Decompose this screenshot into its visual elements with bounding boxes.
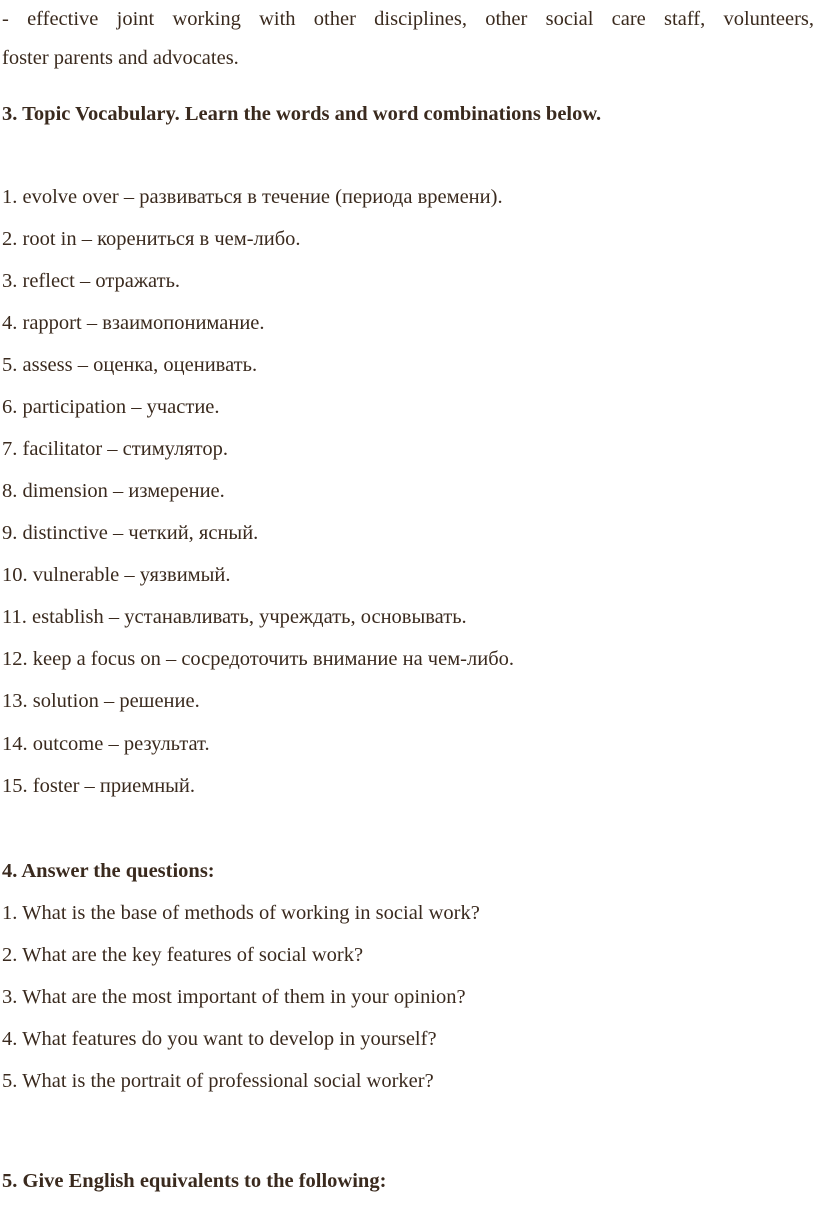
section-3-heading: 3. Topic Vocabulary. Learn the words and word combinations below. [2, 103, 602, 125]
vocabulary-item: 12. keep a focus on – сосредоточить внимание на чем-либо. [2, 648, 515, 670]
vocabulary-item: 10. vulnerable – уязвимый. [2, 564, 231, 586]
vocabulary-item: 1. evolve over – развиваться в течение (периода времени). [2, 186, 503, 208]
question-item: 1. What is the base of methods of working in social work? [2, 902, 480, 924]
vocabulary-item: 13. solution – решение. [2, 690, 200, 712]
vocabulary-item: 15. foster – приемный. [2, 775, 196, 797]
intro-line-1: - effective joint working with other disciplines, other social care staff, volunteers, [2, 8, 814, 30]
question-item: 2. What are the key features of social work? [2, 944, 364, 966]
section-5-heading: 5. Give English equivalents to the following: [2, 1170, 387, 1192]
vocabulary-item: 7. facilitator – стимулятор. [2, 438, 229, 460]
vocabulary-item: 3. reflect – отражать. [2, 270, 181, 292]
vocabulary-item: 4. rapport – взаимопонимание. [2, 312, 265, 334]
question-item: 3. What are the most important of them in your opinion? [2, 986, 466, 1008]
vocabulary-item: 14. outcome – результат. [2, 733, 210, 755]
vocabulary-item: 6. participation – участие. [2, 396, 220, 418]
vocabulary-item: 2. root in – корениться в чем-либо. [2, 228, 301, 250]
vocabulary-item: 11. establish – устанавливать, учреждать, основывать. [2, 606, 467, 628]
vocabulary-item: 8. dimension – измерение. [2, 480, 225, 502]
vocabulary-item: 5. assess – оценка, оценивать. [2, 354, 258, 376]
vocabulary-item: 9. distinctive – четкий, ясный. [2, 522, 259, 544]
section-4-heading: 4. Answer the questions: [2, 860, 215, 882]
intro-line-2: foster parents and advocates. [2, 47, 239, 69]
question-item: 5. What is the portrait of professional social worker? [2, 1070, 434, 1092]
question-item: 4. What features do you want to develop in yourself? [2, 1028, 437, 1050]
